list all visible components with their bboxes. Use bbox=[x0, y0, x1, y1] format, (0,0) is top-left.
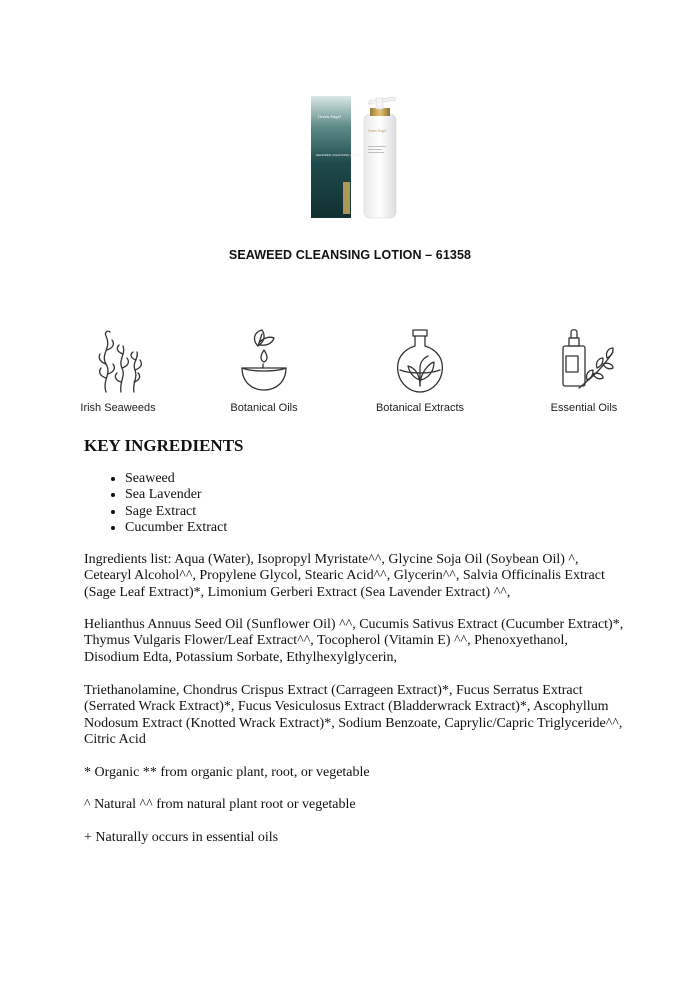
botanical-oils-icon bbox=[234, 328, 294, 394]
irish-seaweeds-icon bbox=[88, 328, 148, 394]
feature-label: Irish Seaweeds bbox=[80, 402, 156, 414]
list-item: • Cucumber Extract bbox=[125, 520, 227, 536]
essential-oils-icon bbox=[549, 328, 619, 394]
feature-irish-seaweeds bbox=[48, 328, 188, 414]
feature-botanical-oils bbox=[194, 328, 334, 414]
botanical-extracts-icon bbox=[390, 328, 450, 394]
feature-botanical-extracts bbox=[350, 328, 490, 414]
legend-essential-oils: + Naturally occurs in essential oils bbox=[84, 830, 279, 845]
feature-icons-row bbox=[0, 328, 700, 428]
ingredients-paragraph-1: Ingredients list: Aqua (Water), Isopropyl Myristate^^, Glycine Soja Oil (Soybean Oil) ^, Cetearyl Alcohol^^, Propylene Glycol, Stearic Acid^^, Glycerin^^, Salvia Officinalis Extract (Sage Leaf Extract)*, Limonium Gerberi Extract (Sea Lavender Extract) ^^, bbox=[84, 552, 605, 600]
product-title: SEAWEED CLEANSING LOTION – 61358 bbox=[228, 248, 472, 262]
list-item: • Sea Lavender bbox=[125, 487, 227, 503]
list-item: • Seaweed bbox=[125, 471, 227, 487]
feature-label: Botanical Extracts bbox=[375, 402, 465, 414]
product-image bbox=[308, 90, 400, 220]
ingredients-paragraph-3: Triethanolamine, Chondrus Crispus Extract (Carrageen Extract)*, Fucus Serratus Extract (Serrated Wrack Extract)*, Fucus Vesiculosus Extract (Bladderwrack Extract)*, Ascophyllum Nodosum Extract (Knotted Wrack Extract)*, Sodium Benzoate, Caprylic/Capric Triglyceride^^, Citric Acid bbox=[84, 683, 623, 747]
ingredients-paragraph-2: Helianthus Annuus Seed Oil (Sunflower Oil) ^^, Cucumis Sativus Extract (Cucumber Extract)*, Thymus Vulgaris Flower/Leaf Extract^^, Tocopherol (Vitamin E) ^^, Phenoxyethanol, Disodium Edta, Potassium Sorbate, Ethylhexylglycerin, bbox=[84, 617, 624, 665]
box-brand-text: Green Angel bbox=[318, 114, 341, 119]
key-ingredients-heading: KEY INGREDIENTS bbox=[84, 436, 244, 455]
feature-label: Essential Oils bbox=[550, 402, 618, 414]
key-ingredients-list bbox=[84, 471, 227, 536]
feature-label: Botanical Oils bbox=[230, 402, 298, 414]
box-product-text: SEAWEED CLEANSING LOTION bbox=[316, 153, 362, 157]
legend-natural: ^ Natural ^^ from natural plant root or vegetable bbox=[84, 797, 356, 812]
bottle-brand-text: Green Angel bbox=[368, 129, 387, 133]
feature-essential-oils bbox=[514, 328, 654, 414]
legend-organic: * Organic ** from organic plant, root, or vegetable bbox=[84, 765, 370, 780]
list-item: • Sage Extract bbox=[125, 504, 227, 520]
